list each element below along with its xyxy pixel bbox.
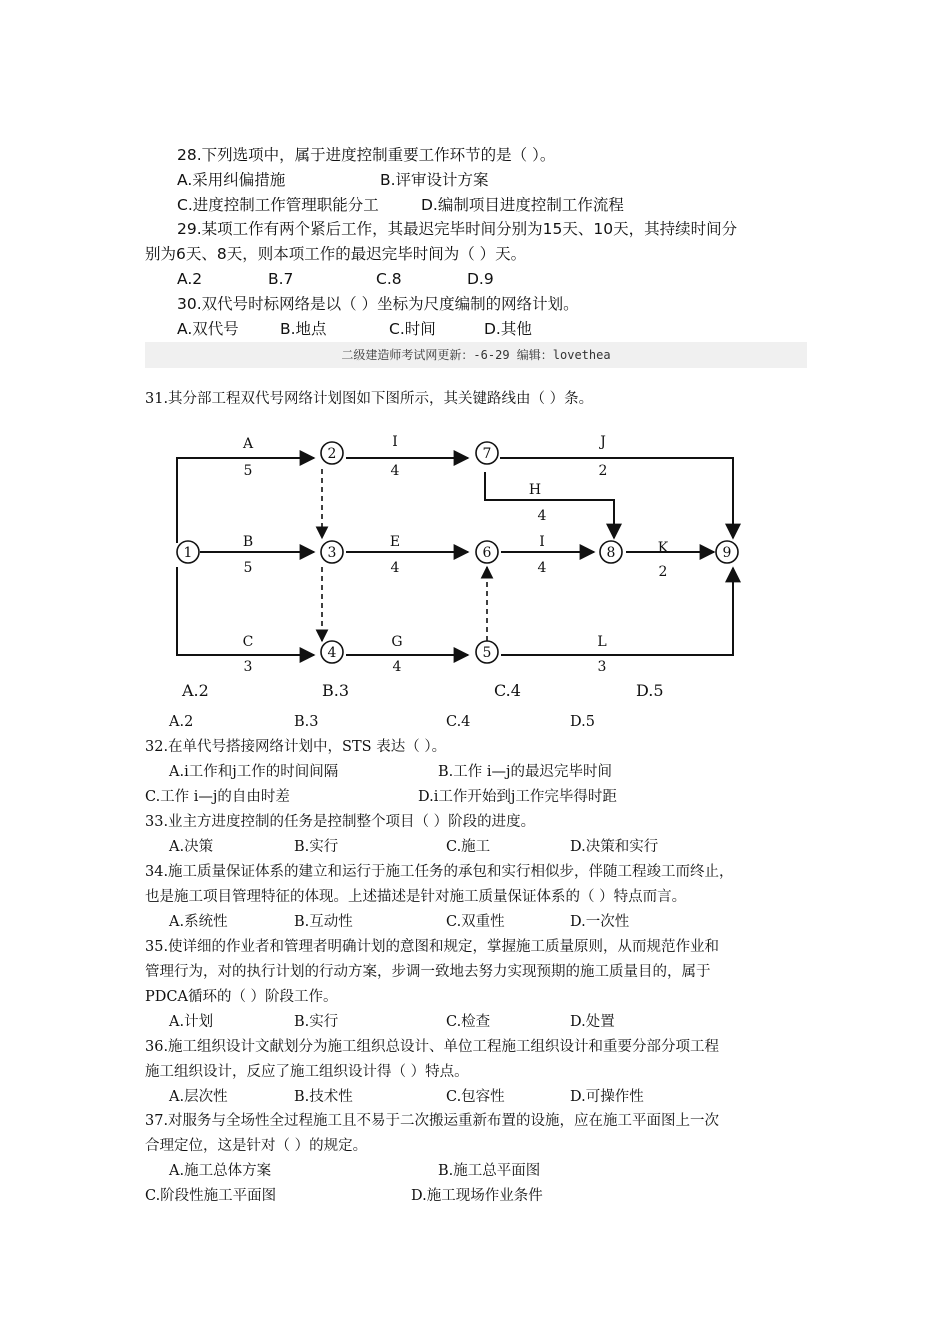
activity-h-duration: 4 [537, 508, 547, 524]
activity-g-duration: 4 [392, 659, 402, 675]
q28-option-a: A.采用纠偏措施 [177, 171, 286, 189]
q37-stem-line1: 37.对服务与全场性全过程施工且不易于二次搬运重新布置的设施，应在施工平面图上一次 [145, 1113, 720, 1129]
q31-option-c: C.4 [446, 714, 471, 730]
q36-option-a: A.层次性 [169, 1089, 228, 1105]
q29-option-b: B.7 [268, 270, 294, 288]
q33-option-c: C.施工 [446, 839, 491, 855]
q37-option-c: C.阶段性施工平面图 [145, 1188, 277, 1204]
q29-stem-line1: 29.某项工作有两个紧后工作，其最迟完毕时间分别为15天、10天，其持续时间分 [177, 220, 738, 238]
q28-option-b: B.评审设计方案 [380, 171, 489, 189]
q29-option-a: A.2 [177, 270, 203, 288]
q35-stem-line1: 35.使详细的作业者和管理者明确计划的意图和规定，掌握施工质量原则，从而规范作业和 [145, 939, 720, 955]
activity-i-mid-name: I [539, 534, 545, 550]
q34-option-d: D.一次性 [570, 914, 630, 930]
q34-stem-line1: 34.施工质量保证体系的建立和运行于施工任务的承包和实行相似步，伴随工程竣工而终止， [145, 864, 734, 880]
diagram-option-c: C.4 [494, 681, 521, 700]
node-7-label: 7 [482, 446, 492, 462]
node-3-label: 3 [327, 545, 337, 561]
arrow-h [485, 472, 614, 538]
q35-option-b: B.实行 [294, 1014, 339, 1030]
node-1-label: 1 [183, 545, 193, 561]
q28-option-c: C.进度控制工作管理职能分工 [177, 196, 379, 214]
activity-k-duration: 2 [658, 564, 668, 580]
activity-j-name: J [600, 434, 606, 450]
q33-option-a: A.决策 [169, 839, 214, 855]
q31-option-a: A.2 [169, 714, 194, 730]
q28-stem: 28.下列选项中，属于进度控制重要工作环节的是（ ）。 [177, 146, 556, 164]
q37-option-a: A.施工总体方案 [169, 1163, 272, 1179]
activity-l-name: L [597, 634, 607, 650]
q29-option-d: D.9 [467, 270, 494, 288]
q30-option-c: C.时间 [389, 320, 436, 338]
q34-stem-line2: 也是施工项目管理特征的体现。上述描述是针对施工质量保证体系的（ ）特点而言。 [145, 889, 687, 905]
activity-k-name: K [657, 540, 669, 556]
activity-g-name: G [391, 634, 403, 650]
activity-i-mid-duration: 4 [537, 560, 547, 576]
activity-c-name: C [242, 634, 254, 650]
node-4-label: 4 [327, 645, 337, 661]
q33-option-b: B.实行 [294, 839, 339, 855]
network-diagram [170, 430, 770, 700]
q29-stem-line2: 别为6天、8天，则本项工作的最迟完毕时间为（ ）天。 [145, 245, 527, 263]
diagram-option-a: A.2 [182, 681, 209, 700]
arrow-l [501, 568, 733, 655]
q32-option-d: D.i工作开始到j工作完毕得时距 [418, 789, 617, 805]
update-info-band: 二级建造师考试网更新：-6-29 编辑：lovethea [145, 342, 807, 368]
q37-option-b: B.施工总平面图 [438, 1163, 541, 1179]
node-6-label: 6 [482, 545, 492, 561]
q34-option-b: B.互动性 [294, 914, 353, 930]
q33-option-d: D.决策和实行 [570, 839, 659, 855]
q35-stem-line2: 管理行为，对的执行计划的行动方案，步调一致地去努力实现预期的施工质量目的，属于 [145, 964, 711, 980]
activity-e-name: E [389, 534, 401, 550]
node-9-label: 9 [722, 545, 732, 561]
activity-c-duration: 3 [243, 659, 253, 675]
q36-option-c: C.包容性 [446, 1089, 505, 1105]
q30-option-a: A.双代号 [177, 320, 239, 338]
q35-option-d: D.处置 [570, 1014, 615, 1030]
q34-option-c: C.双重性 [446, 914, 505, 930]
activity-e-duration: 4 [390, 560, 400, 576]
activity-h-name: H [528, 482, 542, 498]
q32-option-a: A.i工作和j工作的时间间隔 [169, 764, 339, 780]
q36-stem-line1: 36.施工组织设计文献划分为施工组织总设计、单位工程施工组织设计和重要分部分项工程 [145, 1039, 720, 1055]
node-2-label: 2 [327, 446, 337, 462]
activity-b-name: B [242, 534, 254, 550]
q29-option-c: C.8 [376, 270, 402, 288]
activity-l-duration: 3 [597, 659, 607, 675]
node-8-label: 8 [606, 545, 616, 561]
q31-option-d: D.5 [570, 714, 595, 730]
q37-stem-line2: 合理定位，这是针对（ ）的规定。 [145, 1138, 368, 1154]
q30-option-b: B.地点 [280, 320, 327, 338]
q32-option-b: B.工作 i—j的最迟完毕时间 [438, 764, 613, 780]
q34-option-a: A.系统性 [169, 914, 228, 930]
q30-option-d: D.其他 [484, 320, 532, 338]
q30-stem: 30.双代号时标网络是以（ ）坐标为尺度编制的网络计划。 [177, 295, 579, 313]
q35-option-a: A.计划 [169, 1014, 214, 1030]
q31-stem: 31.其分部工程双代号网络计划图如下图所示，其关键路线由（ ）条。 [145, 391, 594, 407]
q36-option-b: B.技术性 [294, 1089, 353, 1105]
q32-option-c: C.工作 i—j的自由时差 [145, 789, 290, 805]
q31-option-b: B.3 [294, 714, 319, 730]
arrow-j [500, 458, 733, 538]
activity-a-name: A [242, 436, 254, 452]
q28-option-d: D.编制项目进度控制工作流程 [421, 196, 624, 214]
q36-option-d: D.可操作性 [570, 1089, 644, 1105]
activity-i-top-duration: 4 [390, 463, 400, 479]
activity-a-duration: 5 [243, 463, 253, 479]
activity-b-duration: 5 [243, 560, 253, 576]
q36-stem-line2: 施工组织设计，反应了施工组织设计得（ ）特点。 [145, 1064, 469, 1080]
q32-stem: 32.在单代号搭接网络计划中，STS 表达（ ）。 [145, 739, 447, 755]
q35-option-c: C.检查 [446, 1014, 491, 1030]
diagram-option-d: D.5 [636, 681, 664, 700]
node-5-label: 5 [482, 645, 492, 661]
diagram-option-b: B.3 [322, 681, 350, 700]
q37-option-d: D.施工现场作业条件 [411, 1188, 543, 1204]
q33-stem: 33.业主方进度控制的任务是控制整个项目（ ）阶段的进度。 [145, 814, 536, 830]
activity-i-top-name: I [392, 434, 398, 450]
q35-stem-line3: PDCA循环的（ ）阶段工作。 [145, 989, 338, 1005]
activity-j-duration: 2 [598, 463, 608, 479]
